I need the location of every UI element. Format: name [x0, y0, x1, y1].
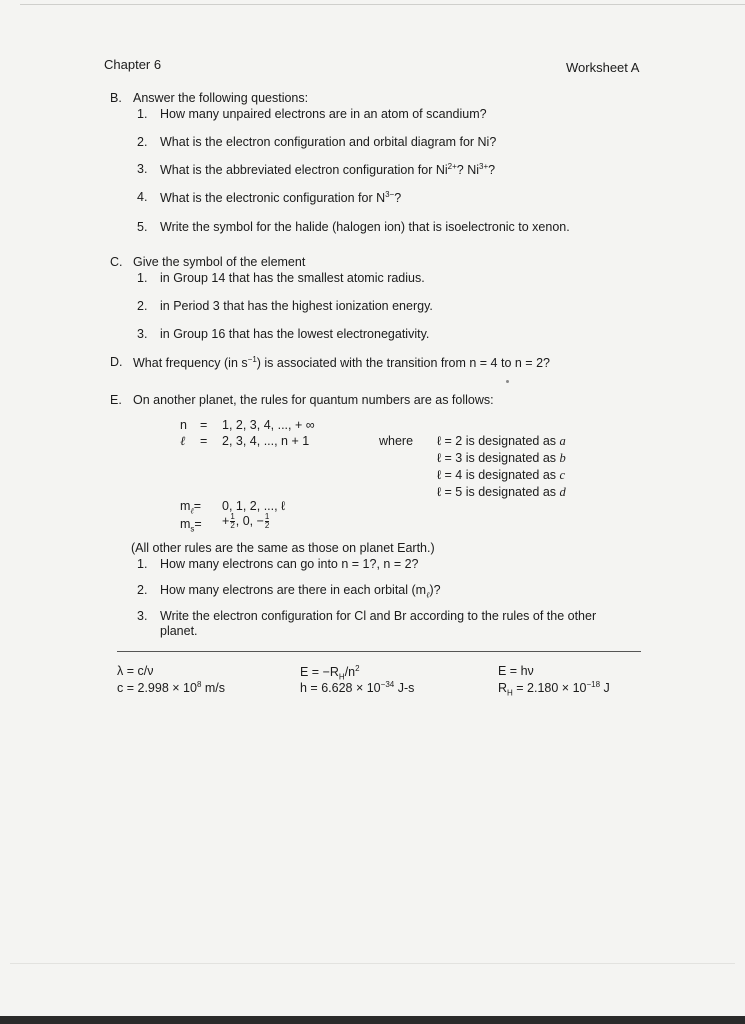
designation-1: ℓ = 2 is designated as a	[437, 434, 566, 448]
chapter-label: Chapter 6	[104, 57, 162, 72]
where-label: where	[379, 434, 414, 448]
rule-l-equals: =	[200, 434, 208, 448]
scan-line	[10, 963, 735, 964]
rule-l-values: 2, 3, 4, ..., n + 1	[222, 434, 310, 448]
c-q1-text: in Group 14 that has the smallest atomic radius.	[160, 271, 425, 285]
designation-3: ℓ = 4 is designated as c	[437, 468, 566, 482]
b-q4-text: What is the electronic configuration for $N^{3-}$?	[160, 190, 402, 206]
b-q4-number: 4.	[137, 190, 148, 204]
formula-planck: $h = 6.628 \times 10^{-34}$ J-s	[300, 680, 415, 696]
stray-mark	[506, 380, 509, 383]
worksheet-label: Worksheet A	[566, 60, 640, 75]
rule-l-symbol: ℓ	[180, 434, 186, 448]
section-c-title: Give the symbol of the element	[133, 255, 306, 269]
designation-4: ℓ = 5 is designated as d	[437, 485, 566, 499]
e-q2-number: 2.	[137, 583, 148, 597]
e-q3-text-line2: planet.	[160, 624, 198, 638]
scan-bottom-edge	[0, 1016, 745, 1024]
section-e-title: On another planet, the rules for quantum numbers are as follows:	[133, 393, 494, 407]
b-q1-number: 1.	[137, 107, 148, 121]
page-top-edge	[20, 4, 745, 5]
section-b-title: Answer the following questions:	[133, 91, 309, 105]
c-q3-text: in Group 16 that has the lowest electronegativity.	[160, 327, 430, 341]
b-q2-text: What is the electron configuration and orbital diagram for Ni?	[160, 135, 497, 149]
rule-ms-values: + $\frac{1}{2}$ , 0, − $\frac{1}{2}$	[222, 512, 270, 530]
section-d-letter: D.	[110, 355, 123, 369]
e-q1-number: 1.	[137, 557, 148, 571]
c-q2-text: in Period 3 that has the highest ionization energy.	[160, 299, 433, 313]
designation-2: ℓ = 3 is designated as b	[437, 451, 566, 465]
formula-rydberg: $R_H = 2.180 \times 10^{-18}$ J	[498, 680, 610, 698]
formula-speed-of-light: $c = 2.998 \times 10^8$ m/s	[117, 680, 225, 696]
section-e-letter: E.	[110, 393, 122, 407]
rule-ms: $m_s=$	[180, 517, 202, 534]
section-d-text: What frequency (in $s^{-1}$) is associated with the transition from n = 4 to n = 2?	[133, 355, 550, 371]
e-q2-text: How many electrons are there in each orbital $(m_\ell)$?	[160, 583, 441, 600]
section-c-letter: C.	[110, 255, 123, 269]
half-fraction: $\frac{1}{2}$	[230, 512, 235, 530]
b-q3-text: What is the abbreviated electron configuration for $Ni^{2+}$? $Ni^{3+}$?	[160, 162, 496, 178]
b-q5-text: Write the symbol for the halide (halogen ion) that is isoelectronic to xenon.	[160, 220, 570, 234]
half-fraction: $\frac{1}{2}$	[264, 512, 270, 530]
formula-photon-energy: E = hν	[498, 664, 534, 678]
b-q1-text: How many unpaired electrons are in an atom of scandium?	[160, 107, 487, 121]
section-e-note: (All other rules are the same as those on planet Earth.)	[131, 541, 435, 555]
formula-divider	[117, 651, 641, 652]
c-q3-number: 3.	[137, 327, 148, 341]
c-q2-number: 2.	[137, 299, 148, 313]
formula-wavelength: λ = c/ν	[117, 664, 154, 678]
b-q3-number: 3.	[137, 162, 148, 176]
rule-ml: $m_\ell=$	[180, 499, 202, 516]
rule-n-equals: =	[200, 418, 208, 432]
e-q1-text: How many electrons can go into n = 1?, n = 2?	[160, 557, 419, 571]
b-q2-number: 2.	[137, 135, 148, 149]
e-q3-text-line1: Write the electron configuration for Cl and Br according to the rules of the other	[160, 609, 597, 623]
b-q5-number: 5.	[137, 220, 148, 234]
e-q3-number: 3.	[137, 609, 148, 623]
c-q1-number: 1.	[137, 271, 148, 285]
rule-n-values: 1, 2, 3, 4, ..., + ∞	[222, 418, 315, 432]
section-b-letter: B.	[110, 91, 122, 105]
rule-n-symbol: n	[180, 418, 187, 432]
formula-energy-level: $E = -R_H/n^2$	[300, 664, 360, 682]
rule-ml-values: 0, 1, 2, ..., ℓ	[222, 499, 286, 513]
